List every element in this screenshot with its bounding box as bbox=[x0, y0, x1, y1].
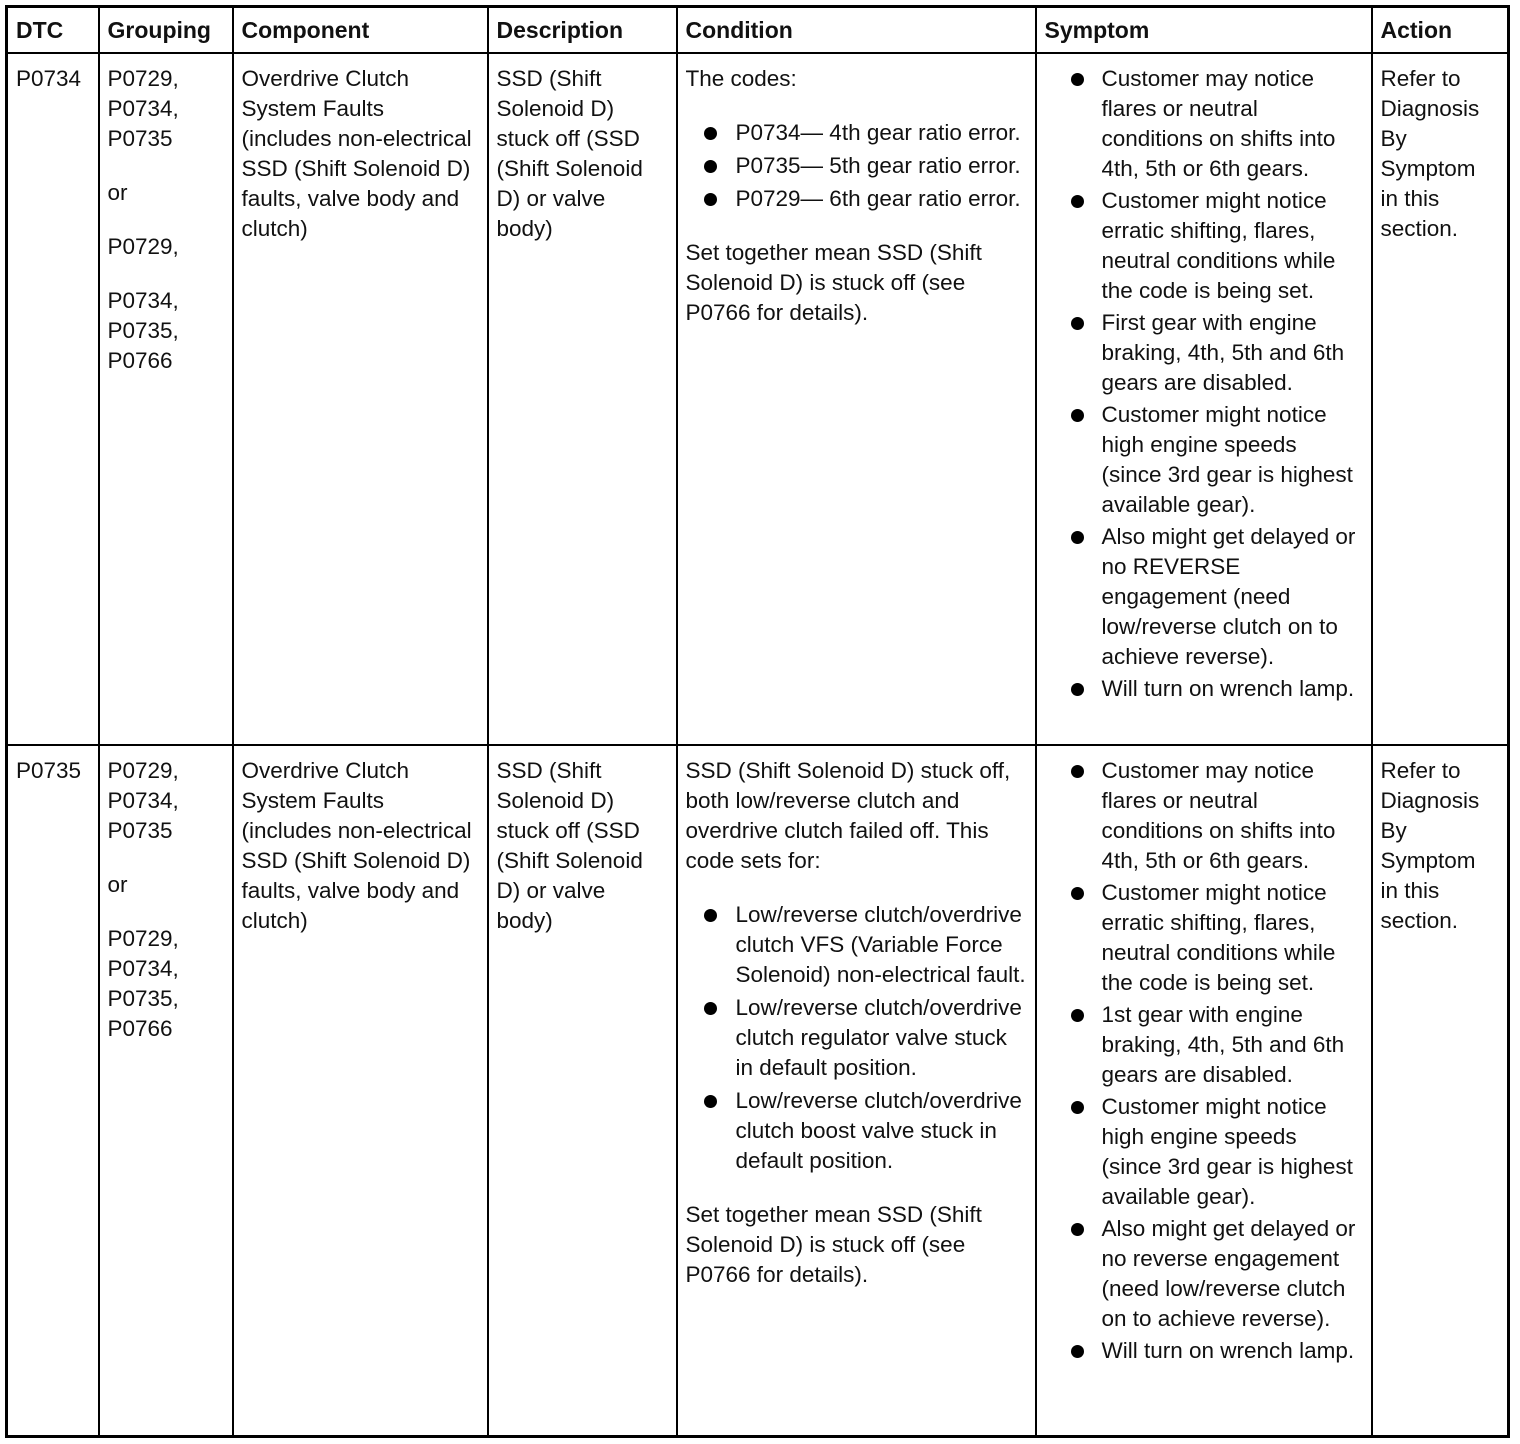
grouping-first: P0729, P0734, P0735 bbox=[107, 758, 179, 843]
condition-item-text: P0729— 6th gear ratio error. bbox=[735, 186, 1021, 211]
bullet-icon bbox=[1071, 1101, 1084, 1114]
condition-item-text: Low/reverse clutch/overdrive clutch VFS (Variable Force Solenoid) non-electrical fault. bbox=[735, 902, 1026, 987]
condition-item-text: Low/reverse clutch/overdrive clutch regulator valve stuck in default position. bbox=[735, 995, 1022, 1080]
condition-intro: SSD (Shift Solenoid D) stuck off, both low/reverse clutch and overdrive clutch failed off. This code sets for: bbox=[685, 758, 1011, 873]
action-cell: Refer to Diagnosis By Symptom in this section. bbox=[1372, 53, 1509, 745]
header-action: Action bbox=[1372, 7, 1509, 54]
grouping-first: P0729, P0734, P0735 bbox=[107, 66, 179, 151]
bullet-icon bbox=[1071, 887, 1084, 900]
list-item bbox=[1045, 1336, 1363, 1366]
symptom-list bbox=[1045, 756, 1363, 1366]
bullet-icon bbox=[1071, 1009, 1084, 1022]
header-dtc: DTC bbox=[7, 7, 99, 54]
symptom-text: First gear with engine braking, 4th, 5th and 6th gears are disabled. bbox=[1101, 310, 1345, 395]
grouping-second-b: P0734, P0735, P0766 bbox=[107, 288, 179, 373]
grouping-second-a: P0729, bbox=[107, 234, 179, 259]
header-component: Component bbox=[233, 7, 488, 54]
table-row bbox=[7, 745, 1509, 1437]
list-item bbox=[1045, 674, 1363, 704]
condition-item-text: Low/reverse clutch/overdrive clutch boost valve stuck in default position. bbox=[735, 1088, 1022, 1173]
grouping-second: P0729, P0734, P0735, P0766 bbox=[107, 926, 179, 1041]
symptom-text: 1st gear with engine braking, 4th, 5th and 6th gears are disabled. bbox=[1101, 1002, 1345, 1087]
bullet-icon bbox=[704, 193, 717, 206]
symptom-text: Customer might notice high engine speeds (since 3rd gear is highest available gear). bbox=[1101, 1094, 1353, 1209]
symptom-text: Customer might notice high engine speeds (since 3rd gear is highest available gear). bbox=[1101, 402, 1353, 517]
bullet-icon bbox=[704, 1002, 717, 1015]
list-item bbox=[1045, 756, 1363, 876]
dtc-table bbox=[5, 5, 1510, 1438]
condition-cell bbox=[677, 53, 1036, 745]
list-item bbox=[1045, 64, 1363, 184]
description-cell: SSD (Shift Solenoid D) stuck off (SSD (Shift Solenoid D) or valve body) bbox=[488, 53, 677, 745]
bullet-icon bbox=[704, 909, 717, 922]
list-item bbox=[686, 1086, 1027, 1176]
component-cell: Overdrive Clutch System Faults (includes non-electrical SSD (Shift Solenoid D) faults, valve body and clutch) bbox=[233, 53, 488, 745]
grouping-or: or bbox=[107, 872, 128, 897]
bullet-icon bbox=[1071, 73, 1084, 86]
bullet-icon bbox=[704, 127, 717, 140]
symptom-cell bbox=[1036, 745, 1372, 1437]
list-item bbox=[1045, 186, 1363, 306]
header-row bbox=[7, 7, 1509, 54]
bullet-icon bbox=[1071, 317, 1084, 330]
list-item bbox=[1045, 1000, 1363, 1090]
header-condition: Condition bbox=[677, 7, 1036, 54]
bullet-icon bbox=[1071, 195, 1084, 208]
list-item bbox=[686, 151, 1027, 181]
condition-item-text: P0735— 5th gear ratio error. bbox=[735, 153, 1021, 178]
condition-list bbox=[686, 118, 1027, 214]
condition-outro: Set together mean SSD (Shift Solenoid D) is stuck off (see P0766 for details). bbox=[685, 240, 982, 325]
grouping-or: or bbox=[107, 180, 128, 205]
dtc-code-cell: P0734 bbox=[7, 53, 99, 745]
list-item bbox=[1045, 1214, 1363, 1334]
symptom-text: Also might get delayed or no REVERSE engagement (need low/reverse clutch on to achieve reverse). bbox=[1101, 524, 1356, 669]
list-item bbox=[686, 900, 1027, 990]
symptom-text: Customer may notice flares or neutral conditions on shifts into 4th, 5th or 6th gears. bbox=[1101, 66, 1336, 181]
symptom-cell bbox=[1036, 53, 1372, 745]
header-description: Description bbox=[488, 7, 677, 54]
bullet-icon bbox=[1071, 409, 1084, 422]
action-cell: Refer to Diagnosis By Symptom in this section. bbox=[1372, 745, 1509, 1437]
symptom-text: Also might get delayed or no reverse engagement (need low/reverse clutch on to achieve reverse). bbox=[1101, 1216, 1356, 1331]
condition-cell bbox=[677, 745, 1036, 1437]
bullet-icon bbox=[1071, 1345, 1084, 1358]
symptom-text: Customer might notice erratic shifting, flares, neutral conditions while the code is being set. bbox=[1101, 880, 1336, 995]
symptom-text: Will turn on wrench lamp. bbox=[1101, 1338, 1355, 1363]
symptom-list bbox=[1045, 64, 1363, 704]
grouping-cell bbox=[99, 745, 233, 1437]
list-item bbox=[1045, 308, 1363, 398]
header-symptom: Symptom bbox=[1036, 7, 1372, 54]
list-item bbox=[1045, 400, 1363, 520]
list-item bbox=[686, 993, 1027, 1083]
list-item bbox=[686, 184, 1027, 214]
symptom-text: Customer may notice flares or neutral conditions on shifts into 4th, 5th or 6th gears. bbox=[1101, 758, 1336, 873]
condition-outro: Set together mean SSD (Shift Solenoid D) is stuck off (see P0766 for details). bbox=[685, 1202, 982, 1287]
grouping-cell bbox=[99, 53, 233, 745]
bullet-icon bbox=[1071, 765, 1084, 778]
bullet-icon bbox=[1071, 1223, 1084, 1236]
table-row bbox=[7, 53, 1509, 745]
condition-list bbox=[686, 900, 1027, 1176]
bullet-icon bbox=[704, 160, 717, 173]
list-item bbox=[1045, 878, 1363, 998]
bullet-icon bbox=[704, 1095, 717, 1108]
description-cell: SSD (Shift Solenoid D) stuck off (SSD (Shift Solenoid D) or valve body) bbox=[488, 745, 677, 1437]
dtc-code-cell: P0735 bbox=[7, 745, 99, 1437]
list-item bbox=[686, 118, 1027, 148]
list-item bbox=[1045, 522, 1363, 672]
symptom-text: Customer might notice erratic shifting, flares, neutral conditions while the code is being set. bbox=[1101, 188, 1336, 303]
condition-item-text: P0734— 4th gear ratio error. bbox=[735, 120, 1021, 145]
symptom-text: Will turn on wrench lamp. bbox=[1101, 676, 1355, 701]
header-grouping: Grouping bbox=[99, 7, 233, 54]
condition-intro: The codes: bbox=[685, 66, 797, 91]
bullet-icon bbox=[1071, 531, 1084, 544]
list-item bbox=[1045, 1092, 1363, 1212]
bullet-icon bbox=[1071, 683, 1084, 696]
component-cell: Overdrive Clutch System Faults (includes non-electrical SSD (Shift Solenoid D) faults, valve body and clutch) bbox=[233, 745, 488, 1437]
